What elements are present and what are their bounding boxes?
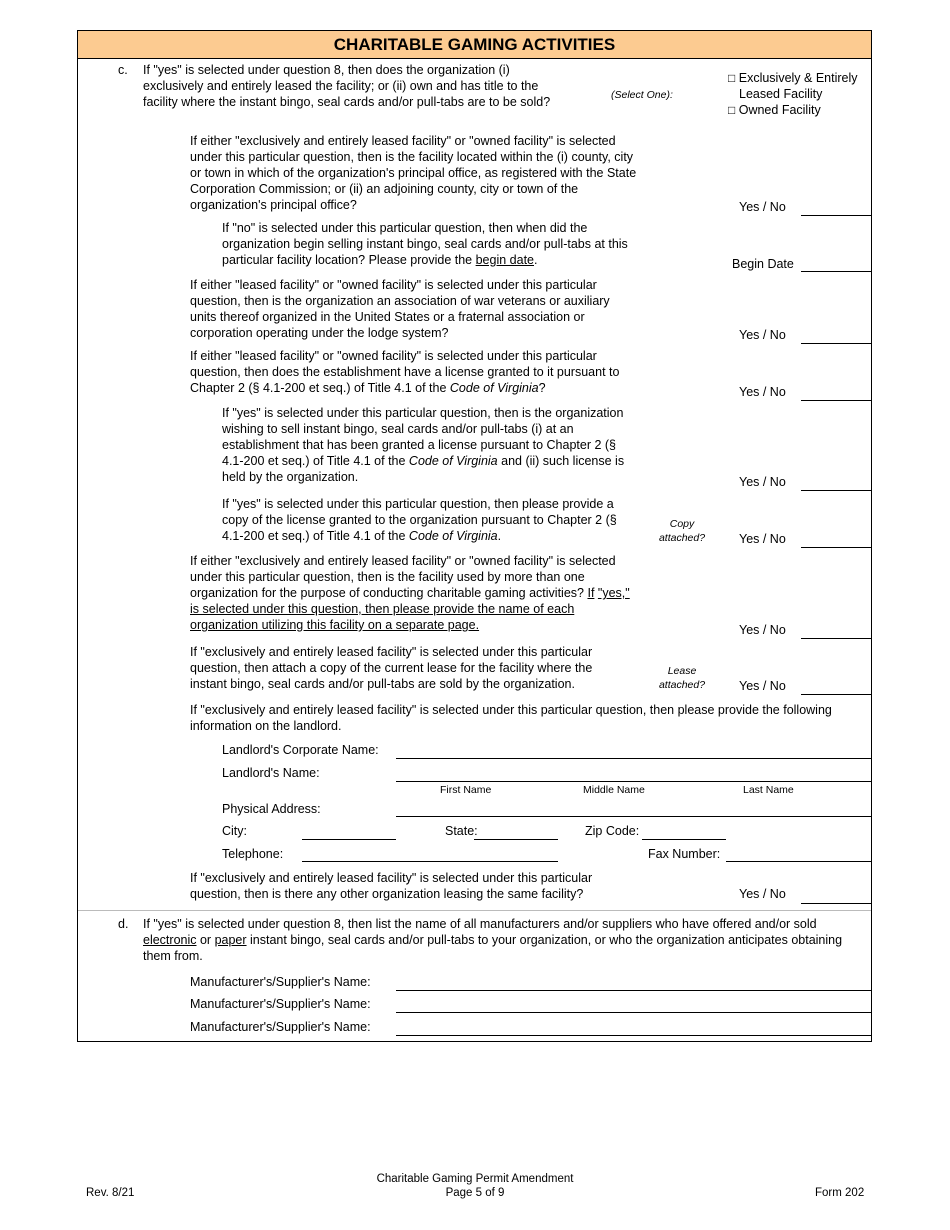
- q6-text: If "exclusively and entirely leased facility" is selected under this particular question, then please provide the following information on the landlord.: [190, 703, 832, 733]
- q3-yes-no: Yes / No: [739, 385, 786, 399]
- supplier-line-1[interactable]: [396, 990, 871, 991]
- question-d-text: If "yes" is selected under question 8, then list the name of all manufacturers and/or suppliers who have offered and/or sold electronic or paper instant bingo, seal cards and/or pull-tabs to your organization, or who the organization anticipates obtaining them from.: [143, 917, 843, 963]
- state-label: State:: [445, 824, 478, 838]
- q1-answer-line[interactable]: [801, 215, 871, 216]
- q1a-text: If "no" is selected under this particular question, then when did the organization begin selling instant bingo, seal cards and/or pull-tabs at this particular facility location? Please provide the begin date.: [222, 221, 628, 267]
- question-d-label: d.: [118, 917, 129, 931]
- landlord-name-label: Landlord's Name:: [222, 766, 320, 780]
- footer-center: [325, 1172, 625, 1200]
- zip-label: Zip Code:: [585, 824, 640, 838]
- footer-title: Charitable Gaming Permit Amendment: [376, 1173, 574, 1185]
- q3-text: If either "leased facility" or "owned facility" is selected under this particular question, then does the establishment have a license granted to it pursuant to Chapter 2 (§ 4.1-200 et seq.) of Title 4.1 of the Code of Virginia?: [190, 349, 620, 395]
- q5-yes-no: Yes / No: [739, 679, 786, 693]
- q3a-text: If "yes" is selected under this particular question, then is the organization wishing to sell instant bingo, seal cards and/or pull-tabs (i) at an establishment that has been granted a license pursuant to Chapter 2 (§ 4.1-200 et seq.) of Title 4.1 of the Code of Virginia and (ii) such license is held by the organization.: [222, 406, 625, 484]
- supplier-label-1: Manufacturer's/Supplier's Name:: [190, 975, 371, 989]
- q4-text: If either "exclusively and entirely leased facility" or "owned facility" is selected under this particular question, then is the facility used by more than one organization for the purpose of conducting charitable gaming activities? If "yes," is selected under this question, then please provide the name of each organization utilizing this facility on a separate page.: [190, 554, 630, 632]
- question-c-label: c.: [118, 63, 128, 77]
- last-name-caption: Last Name: [743, 784, 794, 796]
- fax-label: Fax Number:: [648, 847, 721, 861]
- select-one-label: (Select One):: [611, 89, 673, 101]
- q3b-text: If "yes" is selected under this particular question, then please provide a copy of the license granted to the organization pursuant to Chapter 2 (§ 4.1-200 et seq.) of Title 4.1 of the Code of Virginia.: [222, 497, 617, 543]
- landlord-corp-line[interactable]: [396, 758, 871, 759]
- copy-attached-label: Copy attached?: [658, 518, 706, 544]
- section-header: CHARITABLE GAMING ACTIVITIES: [78, 31, 871, 59]
- lease-attached-label: Lease attached?: [658, 665, 706, 691]
- begin-date-link: begin date: [475, 253, 534, 267]
- q5-answer-line[interactable]: [801, 694, 871, 695]
- first-name-caption: First Name: [440, 784, 492, 796]
- physical-address-line[interactable]: [396, 816, 871, 817]
- option-owned-facility[interactable]: [728, 102, 821, 118]
- footer-rev: Rev. 8/21: [86, 1187, 135, 1199]
- zip-line[interactable]: [642, 839, 726, 840]
- middle-name-caption: Middle Name: [583, 784, 645, 796]
- fax-line[interactable]: [726, 861, 871, 862]
- supplier-label-3: Manufacturer's/Supplier's Name:: [190, 1020, 371, 1034]
- q3b-answer-line[interactable]: [801, 547, 871, 548]
- city-line[interactable]: [302, 839, 396, 840]
- section-divider: [78, 910, 871, 911]
- q2-answer-line[interactable]: [801, 343, 871, 344]
- supplier-line-3[interactable]: [396, 1035, 871, 1036]
- q4-yes-no: Yes / No: [739, 623, 786, 637]
- q2-yes-no: Yes / No: [739, 328, 786, 342]
- option-leased-label-2: Leased Facility: [739, 87, 823, 101]
- q7-yes-no: Yes / No: [739, 887, 786, 901]
- checkbox-icon[interactable]: □: [728, 71, 736, 85]
- q3a-yes-no: Yes / No: [739, 475, 786, 489]
- option-leased-label-1: Exclusively & Entirely: [738, 71, 858, 85]
- checkbox-icon[interactable]: □: [728, 103, 736, 117]
- q7-text: If "exclusively and entirely leased facility" is selected under this particular question, then is there any other organization leasing the same facility?: [190, 871, 593, 901]
- option-owned-label: Owned Facility: [738, 103, 821, 117]
- q4-answer-line[interactable]: [801, 638, 871, 639]
- city-label: City:: [222, 824, 247, 838]
- supplier-line-2[interactable]: [396, 1012, 871, 1013]
- q3b-yes-no: Yes / No: [739, 532, 786, 546]
- supplier-label-2: Manufacturer's/Supplier's Name:: [190, 997, 371, 1011]
- q2-text: If either "leased facility" or "owned facility" is selected under this particular question, then is the organization an association of war veterans or auxiliary units thereof organized in the United States or a fraternal association or corporation operating under the lodge system?: [190, 278, 610, 340]
- option-leased-facility[interactable]: [728, 70, 858, 86]
- q1-yes-no: Yes / No: [739, 200, 786, 214]
- q3a-answer-line[interactable]: [801, 490, 871, 491]
- q1-text: If either "exclusively and entirely leased facility" or "owned facility" is selected under this particular question, then is the facility located within the (i) county, city or town in which of the organization's principal office, as registered with the State Corporation Commission; or (ii) an adjoining county, city or town of the organization's principal office?: [190, 134, 637, 212]
- question-c-text: If "yes" is selected under question 8, then does the organization (i) exclusively and entirely leased the facility; or (ii) own and has title to the facility where the instant bingo, seal cards and/or pull-tabs are to be sold?: [143, 63, 551, 109]
- telephone-label: Telephone:: [222, 847, 284, 861]
- q7-answer-line[interactable]: [801, 903, 871, 904]
- landlord-corp-label: Landlord's Corporate Name:: [222, 743, 379, 757]
- state-line[interactable]: [474, 839, 558, 840]
- begin-date-label: Begin Date: [732, 257, 794, 271]
- begin-date-line[interactable]: [801, 271, 871, 272]
- q3-answer-line[interactable]: [801, 400, 871, 401]
- physical-address-label: Physical Address:: [222, 802, 321, 816]
- q5-text: If "exclusively and entirely leased facility" is selected under this particular question, then attach a copy of the current lease for the facility where the instant bingo, seal cards and/or pull-tabs are sold by the organization.: [190, 645, 593, 691]
- footer-form: Form 202: [815, 1187, 865, 1199]
- telephone-line[interactable]: [302, 861, 558, 862]
- footer-page: Page 5 of 9: [445, 1187, 505, 1199]
